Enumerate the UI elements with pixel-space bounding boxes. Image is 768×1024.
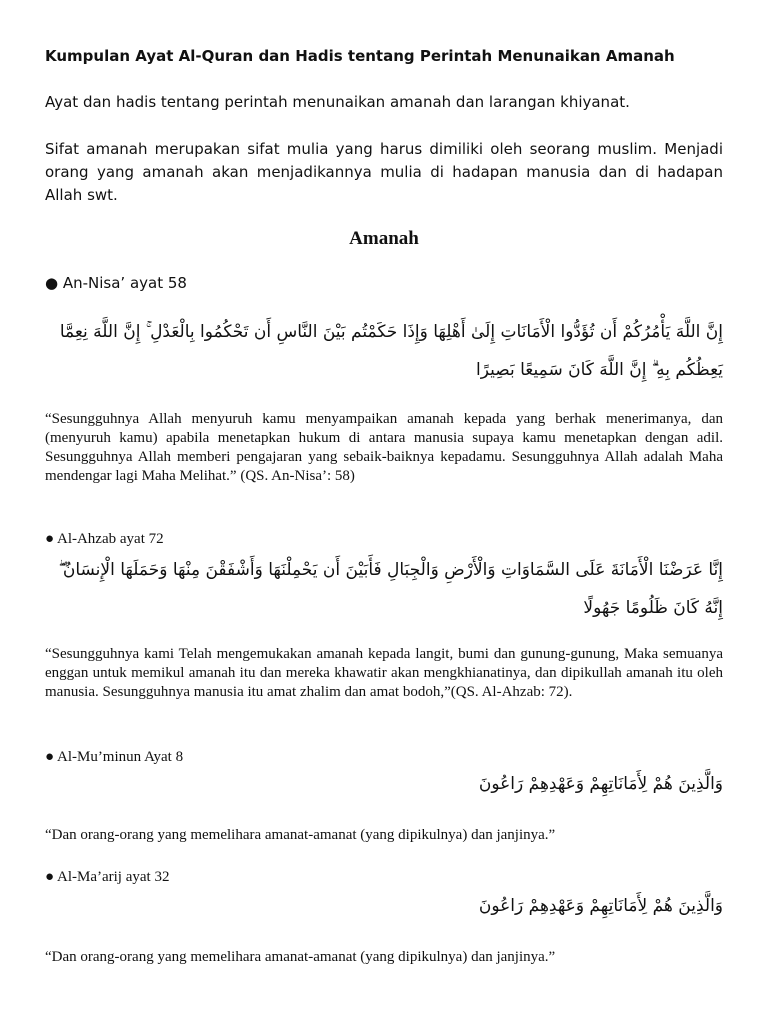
- intro-paragraph-2: Sifat amanah merupakan sifat mulia yang harus dimiliki oleh seorang muslim. Menjadi orang yang amanah akan menjadikannya mulia di hadapan manusia dan di hadapan Allah swt.: [45, 140, 723, 204]
- verse-arabic-al-maarij: وَالَّذِينَ هُمْ لِأَمَانَاتِهِمْ وَعَهْدِهِمْ رَاعُونَ: [478, 896, 723, 916]
- verse-arabic-an-nisa: إِنَّ اللَّهَ يَأْمُرُكُمْ أَن تُؤَدُّوا الْأَمَانَاتِ إِلَىٰ أَهْلِهَا وَإِذَا حَكَمْتُم بَيْنَ النَّاسِ أَن تَحْكُمُوا بِالْعَدْلِ ۚ إِنَّ اللَّهَ نِعِمَّا يَعِظُكُم بِهِ ۗ إِنَّ اللَّهَ كَانَ سَمِيعًا بَصِيرًا: [59, 322, 723, 380]
- verse-translation-al-muminun: “Dan orang-orang yang memelihara amanat-amanat (yang dipikulnya) dan janjinya.”: [45, 827, 556, 843]
- verse-translation-al-maarij: “Dan orang-orang yang memelihara amanat-amanat (yang dipikulnya) dan janjinya.”: [45, 949, 556, 965]
- intro-paragraph-1: Ayat dan hadis tentang perintah menunaikan amanah dan larangan khiyanat.: [45, 93, 630, 111]
- verse-arabic-al-muminun: وَالَّذِينَ هُمْ لِأَمَانَاتِهِمْ وَعَهْدِهِمْ رَاعُونَ: [478, 774, 723, 794]
- verse-translation-al-ahzab: “Sesungguhnya kami Telah mengemukakan amanah kepada langit, bumi dan gunung-gunung, Maka semuanya enggan untuk memikul amanah itu dan mereka khawatir akan mengkhianatinya, dan dipikullah amanah itu oleh manusia. Sesungguhnya manusia itu amat zhalim dan amat bodoh,”(QS. Al-Ahzab: 72).: [45, 646, 723, 700]
- section-heading: Amanah: [349, 228, 419, 249]
- document-title: Kumpulan Ayat Al-Quran dan Hadis tentang Perintah Menunaikan Amanah: [45, 47, 675, 65]
- verse-translation-an-nisa: “Sesungguhnya Allah menyuruh kamu menyampaikan amanah kepada yang berhak menerimanya, dan (menyuruh kamu) apabila menetapkan hukum di antara manusia supaya kamu menetapkan dengan adil. Sesungguhnya Allah memberi pengajaran yang sebaik-baiknya kepadamu. Sesungguhnya Allah adalah Maha mendengar lagi Maha Melihat.” (QS. An-Nisa’: 58): [45, 411, 723, 484]
- verse-label-an-nisa: ● An-Nisa’ ayat 58: [45, 274, 187, 292]
- verse-label-al-maarij: ● Al-Ma’arij ayat 32: [45, 869, 170, 885]
- verse-label-al-ahzab: ● Al-Ahzab ayat 72: [45, 531, 164, 547]
- verse-arabic-al-ahzab: إِنَّا عَرَضْنَا الْأَمَانَةَ عَلَى السَّمَاوَاتِ وَالْأَرْضِ وَالْجِبَالِ فَأَبَيْنَ أَن يَحْمِلْنَهَا وَأَشْفَقْنَ مِنْهَا وَحَمَلَهَا الْإِنسَانُ ۖ إِنَّهُ كَانَ ظَلُومًا جَهُولًا: [58, 560, 723, 618]
- verse-label-al-muminun: ● Al-Mu’minun Ayat 8: [45, 749, 184, 765]
